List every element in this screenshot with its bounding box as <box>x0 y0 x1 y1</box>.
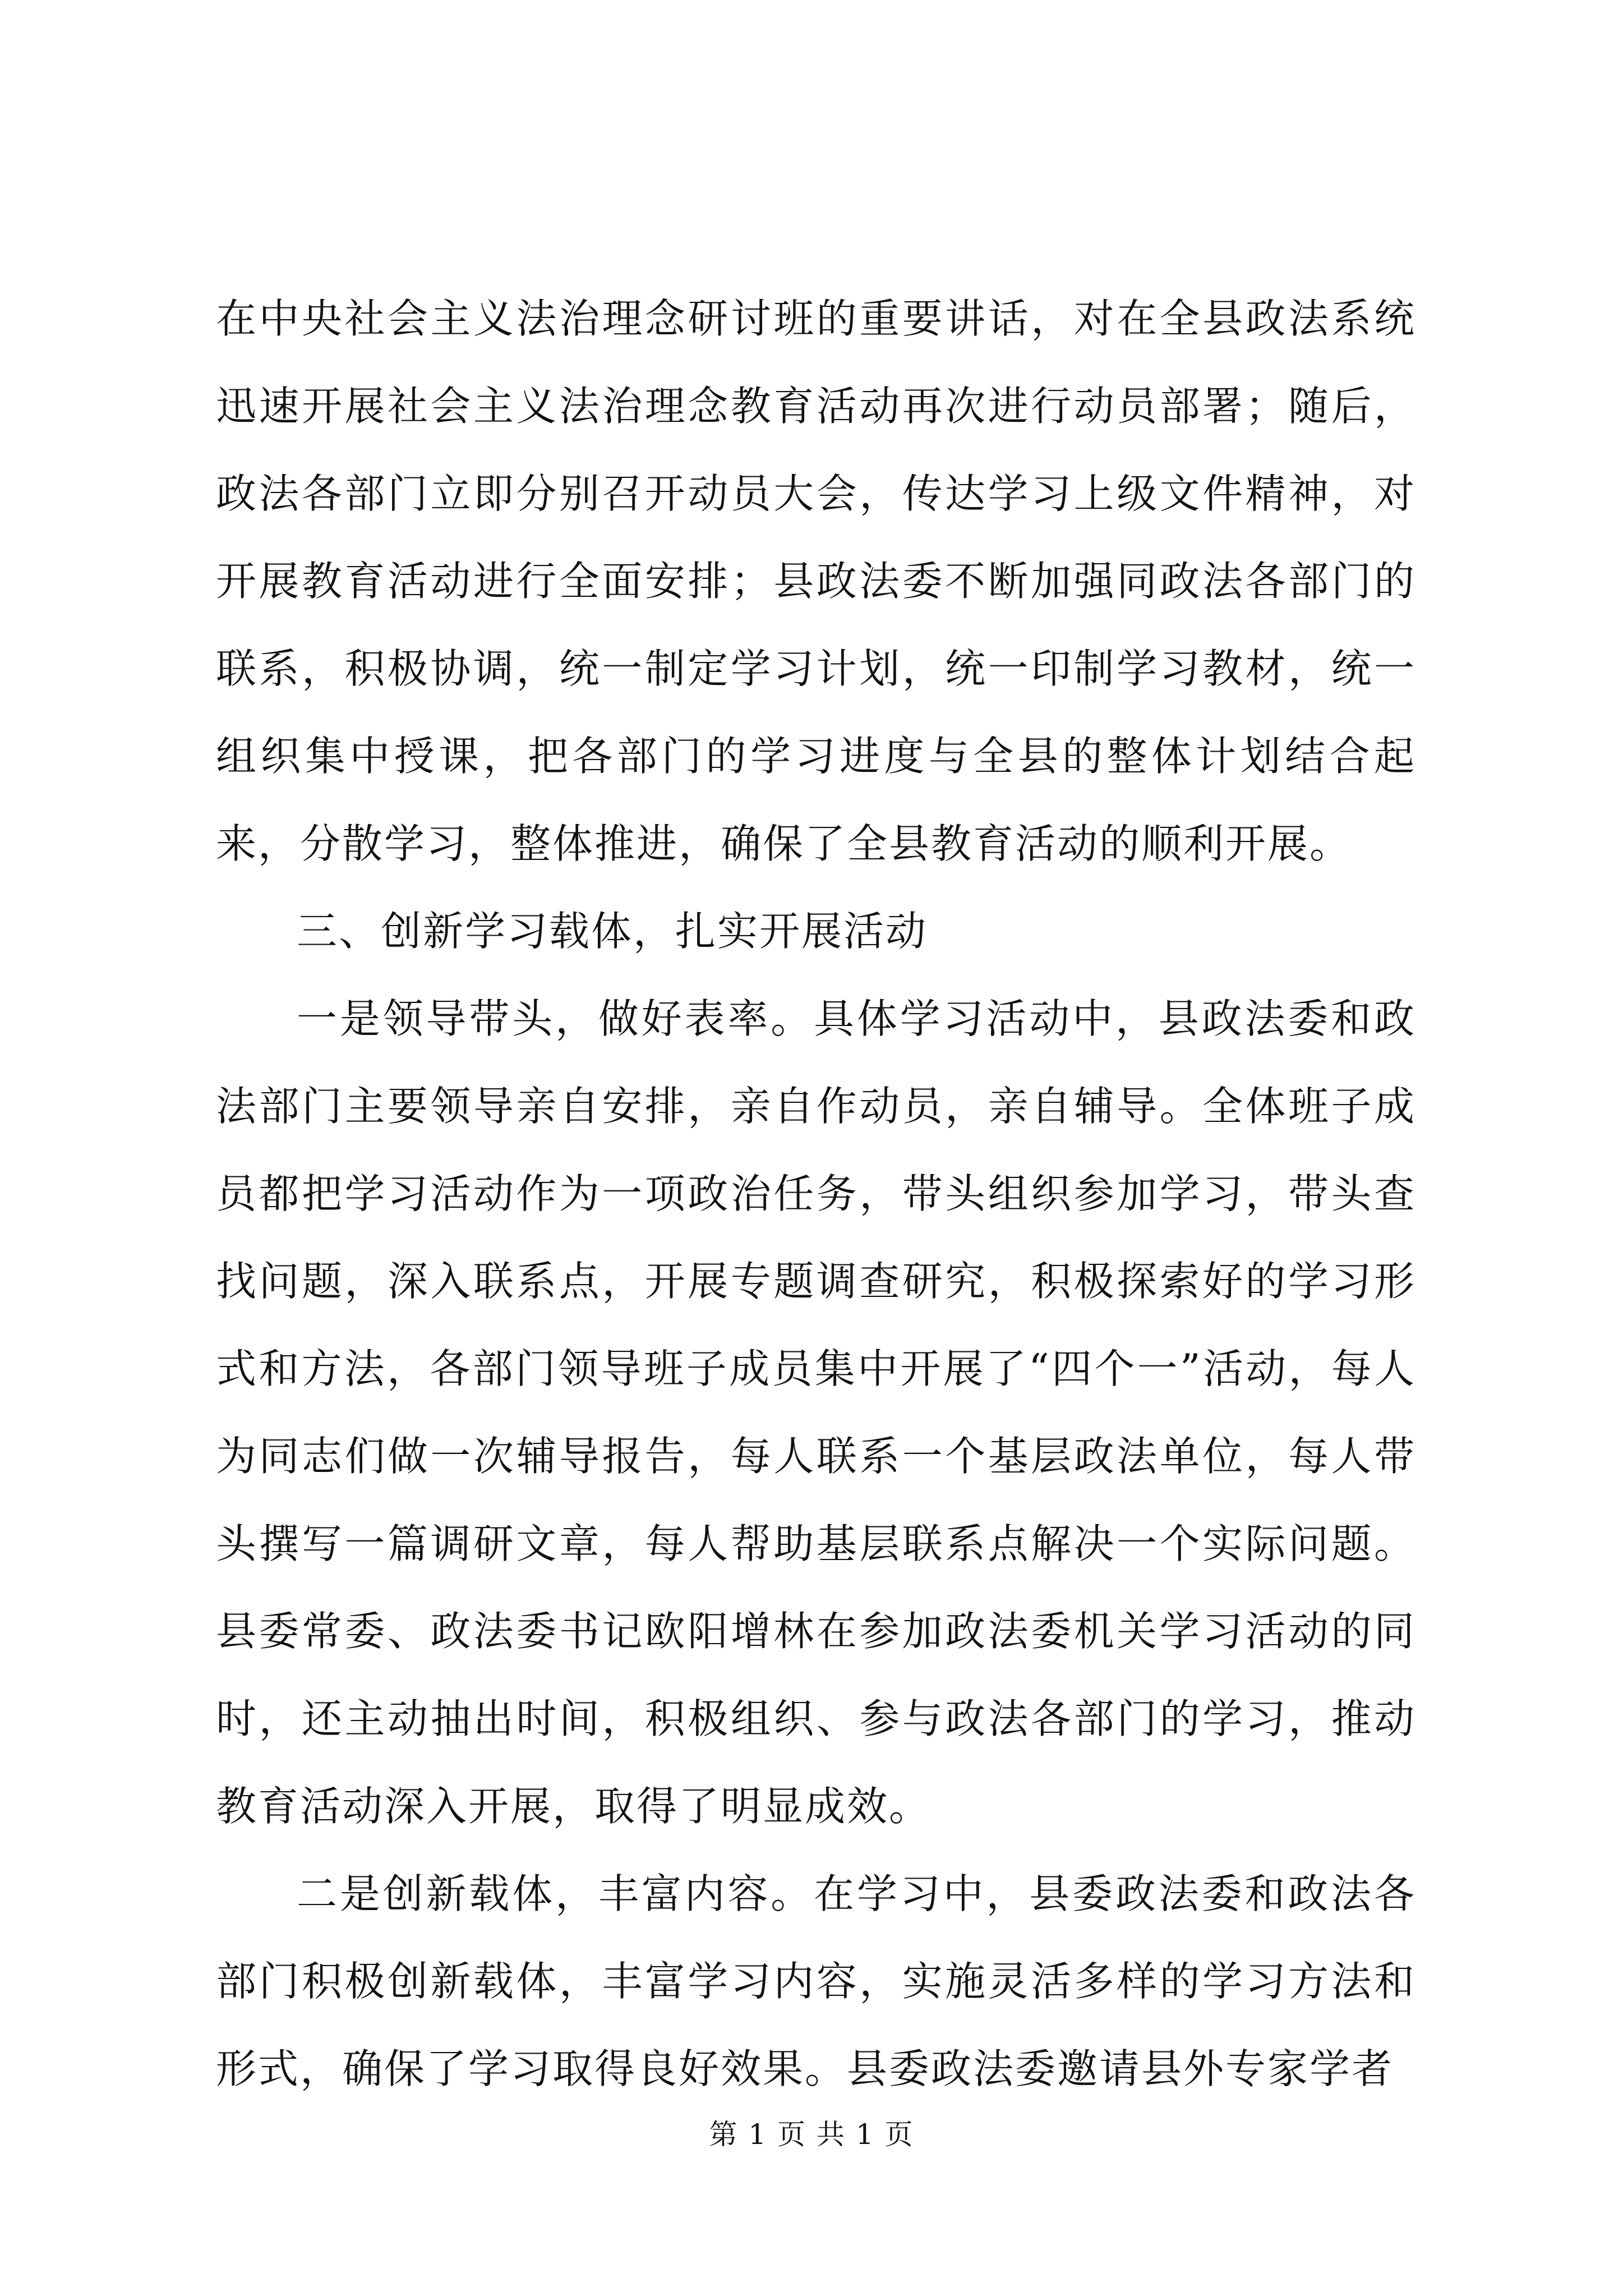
paragraph-innovation: 二是创新载体，丰富内容。在学习中，县委政法委和政法各部门积极创新载体，丰富学习内容，实施灵活多样的学习方法和形式，确保了学习取得良好效果。县委政法委邀请县外专家学者 <box>216 1870 1416 2092</box>
paragraph-continuation: 在中央社会主义法治理念研讨班的重要讲话，对在全县政法系统迅速开展社会主义法治理念教育活动再次进行动员部署；随后，政法各部门立即分别召开动员大会，传达学习上级文件精神，对开展教育活动进行全面安排；县政法委不断加强同政法各部门的联系，积极协调，统一制定学习计划，统一印制学习教材，统一组织集中授课，把各部门的学习进度与全县的整体计划结合起来，分散学习，整体推进，确保了全县教育活动的顺利开展。 <box>216 295 1416 867</box>
paragraph-leadership: 一是领导带头，做好表率。具体学习活动中，县政法委和政法部门主要领导亲自安排，亲自作动员，亲自辅导。全体班子成员都把学习活动作为一项政治任务，带头组织参加学习，带头查找问题，深入联系点，开展专题调查研究，积极探索好的学习形式和方法，各部门领导班子成员集中开展了“四个一”活动，每人为同志们做一次辅导报告，每人联系一个基层政法单位，每人带头撰写一篇调研文章，每人帮助基层联系点解决一个实际问题。县委常委、政法委书记欧阳增林在参加政法委机关学习活动的同时，还主动抽出时间，积极组织、参与政法各部门的学习，推动教育活动深入开展，取得了明显成效。 <box>216 995 1416 1830</box>
page-footer: 第 1 页 共 1 页 <box>709 2118 914 2151</box>
document-body <box>216 275 1416 2113</box>
section-heading: 三、创新学习载体，扎实开展活动 <box>297 908 928 955</box>
